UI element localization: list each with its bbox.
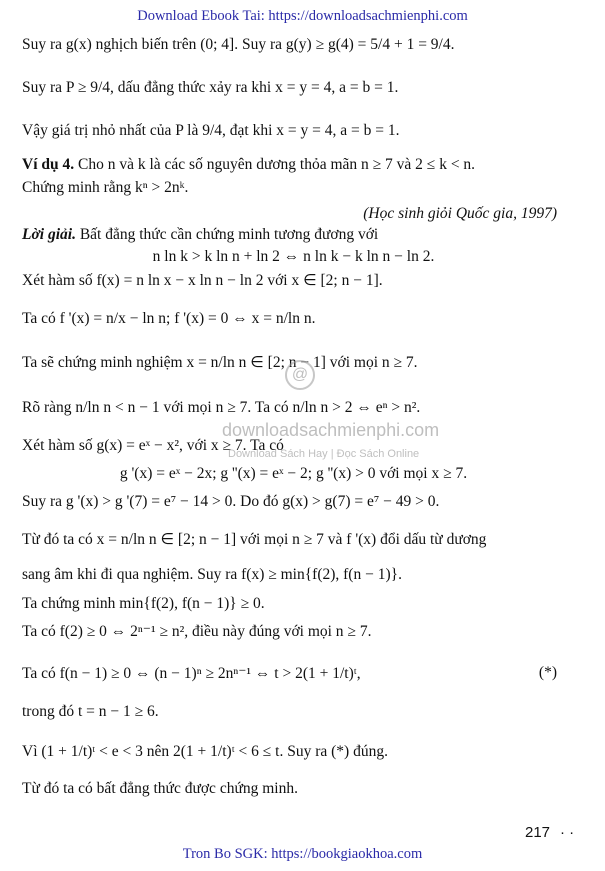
text-line: Vậy giá trị nhỏ nhất của P là 9/4, đạt khi x = y = 4, a = b = 1. [22,122,400,139]
text-line: Ta chứng minh min{f(2), f(n − 1)} ≥ 0. [22,595,265,612]
text-line: Từ đó ta có bất đẳng thức được chứng minh. [22,780,298,797]
watermark-logo-icon: @ [285,360,315,390]
example-label: Ví dụ 4. [22,156,75,173]
equation-tag: (*) [538,664,557,681]
text-line: Ta sẽ chứng minh nghiệm x = n/ln n ∈ [2; n − 1] với mọi n ≥ 7. [22,354,418,371]
text-line: trong đó t = n − 1 ≥ 6. [22,703,159,720]
header-download-link[interactable]: Download Ebook Tai: https://downloadsachmienphi.com [137,8,468,24]
equation-line: n ln k > k ln n + ln 2 ⇔ n ln k − k ln n − ln 2. [152,248,435,265]
text-line: Ta có f '(x) = n/x − ln n; f '(x) = 0 ⇔ x = n/ln n. [22,310,316,327]
page-number: 217 [525,824,551,841]
footer-link[interactable]: Tron Bo SGK: https://bookgiaokhoa.com [182,846,423,862]
solution-text: Bất đẳng thức cần chứng minh tương đương với [75,226,379,243]
text-line: Vì (1 + 1/t)ᵗ < e < 3 nên 2(1 + 1/t)ᵗ < 6 ≤ t. Suy ra (*) đúng. [22,743,388,760]
text-line: Ta có f(2) ≥ 0 ⇔ 2ⁿ⁻¹ ≥ n², điều này đúng với mọi n ≥ 7. [22,623,372,640]
text-line: Rõ ràng n/ln n < n − 1 với mọi n ≥ 7. Ta có n/ln n > 2 ⇔ eⁿ > n². [22,399,421,416]
text-line: Suy ra P ≥ 9/4, dấu đẳng thức xảy ra khi x = y = 4, a = b = 1. [22,79,399,96]
text-line: Xét hàm số g(x) = eˣ − x², với x ≥ 7. Ta có [22,437,284,454]
text-line: Suy ra g '(x) > g '(7) = e⁷ − 14 > 0. Do đó g(x) > g(7) = e⁷ − 49 > 0. [22,493,440,510]
example-heading [22,155,565,175]
text-line: Chứng minh rằng kⁿ > 2nᵏ. [22,179,189,196]
watermark-subtitle: Download Sách Hay | Đọc Sách Online [228,448,420,460]
text-line: Suy ra g(x) nghịch biến trên (0; 4]. Suy ra g(y) ≥ g(4) = 5/4 + 1 = 9/4. [22,36,455,53]
example-text: Cho n và k là các số nguyên dương thỏa mãn n ≥ 7 và 2 ≤ k < n. [74,156,476,173]
text-line: sang âm khi đi qua nghiệm. Suy ra f(x) ≥ min{f(2), f(n − 1)}. [22,566,402,583]
page-dots: · · [560,824,575,841]
text-line: Xét hàm số f(x) = n ln x − x ln n − ln 2 với x ∈ [2; n − 1]. [22,272,383,289]
text-line: Từ đó ta có x = n/ln n ∈ [2; n − 1] với mọi n ≥ 7 và f '(x) đổi dấu từ dương [22,531,487,548]
watermark-url: downloadsachmienphi.com [222,420,440,440]
solution-heading [22,225,565,245]
equation-line: g '(x) = eˣ − 2x; g ''(x) = eˣ − 2; g ''(x) > 0 với mọi x ≥ 7. [119,465,468,482]
source-citation: (Học sinh giỏi Quốc gia, 1997) [363,205,557,222]
solution-label: Lời giải. [22,226,76,243]
text-line: Ta có f(n − 1) ≥ 0 ⇔ (n − 1)ⁿ ≥ 2nⁿ⁻¹ ⇔ t > 2(1 + 1/t)ᵗ, [22,665,361,682]
